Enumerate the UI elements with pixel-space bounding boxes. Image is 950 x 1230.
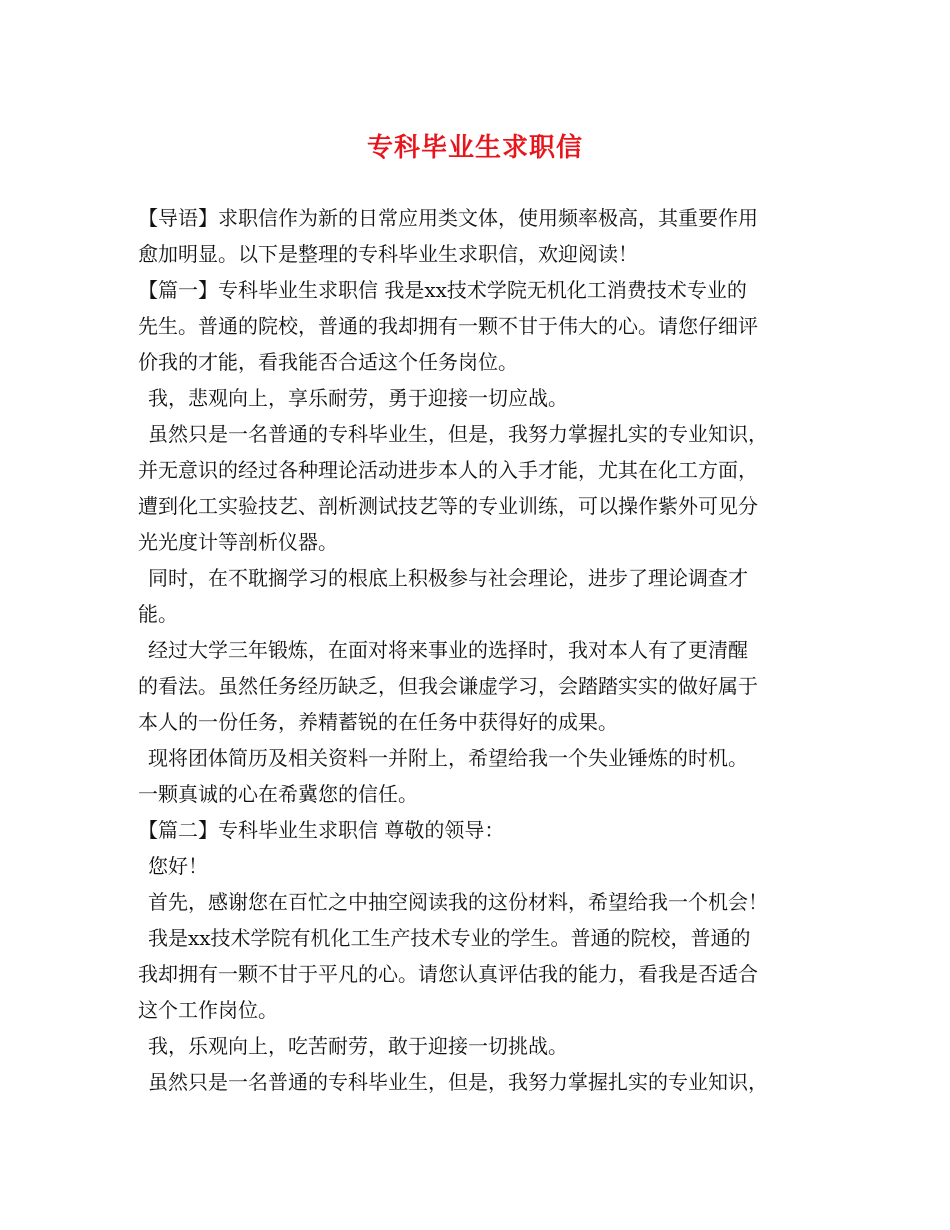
body-line: 一颗真诚的心在希冀您的信任。: [138, 782, 418, 806]
body-line: 我，乐观向上，吃苦耐劳，敢于迎接一切挑战。: [148, 1034, 568, 1058]
body-line: 首先，感谢您在百忙之中抽空阅读我的这份材料，希望给我一个机会！: [148, 890, 768, 914]
body-line: 的看法。虽然任务经历缺乏，但我会谦虚学习，会踏踏实实的做好属于: [138, 674, 758, 698]
body-line: 现将团体简历及相关资料一并附上，希望给我一个失业锤炼的时机。: [148, 746, 748, 770]
body-line: 虽然只是一名普通的专科毕业生，但是，我努力掌握扎实的专业知识，: [148, 422, 768, 446]
body-line: 我却拥有一颗不甘于平凡的心。请您认真评估我的能力，看我是否适合: [138, 962, 758, 986]
body-line: 【篇一】专科毕业生求职信 我是xx技术学院无机化工消费技术专业的: [138, 278, 747, 302]
body-line: 遭到化工实验技艺、剖析测试技艺等的专业训练，可以操作紫外可见分: [138, 494, 758, 518]
body-line: 您好！: [148, 854, 208, 878]
document-title: 专科毕业生求职信: [366, 133, 583, 163]
document-body: [138, 200, 818, 1100]
body-line: 这个工作岗位。: [138, 998, 278, 1022]
body-line: 并无意识的经过各种理论活动进步本人的入手才能，尤其在化工方面，: [138, 458, 758, 482]
body-line: 先生。普通的院校，普通的我却拥有一颗不甘于伟大的心。请您仔细评: [138, 314, 758, 338]
body-line: 【导语】求职信作为新的日常应用类文体，使用频率极高，其重要作用: [138, 206, 758, 230]
body-line: 光光度计等剖析仪器。: [138, 530, 338, 554]
body-line: 经过大学三年锻炼，在面对将来事业的选择时，我对本人有了更清醒: [148, 638, 748, 662]
body-line: 【篇二】专科毕业生求职信 尊敬的领导：: [138, 818, 505, 842]
body-line: 愈加明显。以下是整理的专科毕业生求职信，欢迎阅读！: [138, 242, 638, 266]
body-line: 本人的一份任务，养精蓄锐的在任务中获得好的成果。: [138, 710, 618, 734]
body-line: 价我的才能，看我能否合适这个任务岗位。: [138, 350, 518, 374]
body-line: 我是xx技术学院有机化工生产技术专业的学生。普通的院校，普通的: [148, 926, 751, 950]
body-line: 我，悲观向上，享乐耐劳，勇于迎接一切应战。: [148, 386, 568, 410]
body-line: 同时，在不耽搁学习的根底上积极参与社会理论，进步了理论调查才: [148, 566, 748, 590]
body-line: 虽然只是一名普通的专科毕业生，但是，我努力掌握扎实的专业知识，: [148, 1070, 768, 1094]
body-line: 能。: [138, 602, 178, 626]
